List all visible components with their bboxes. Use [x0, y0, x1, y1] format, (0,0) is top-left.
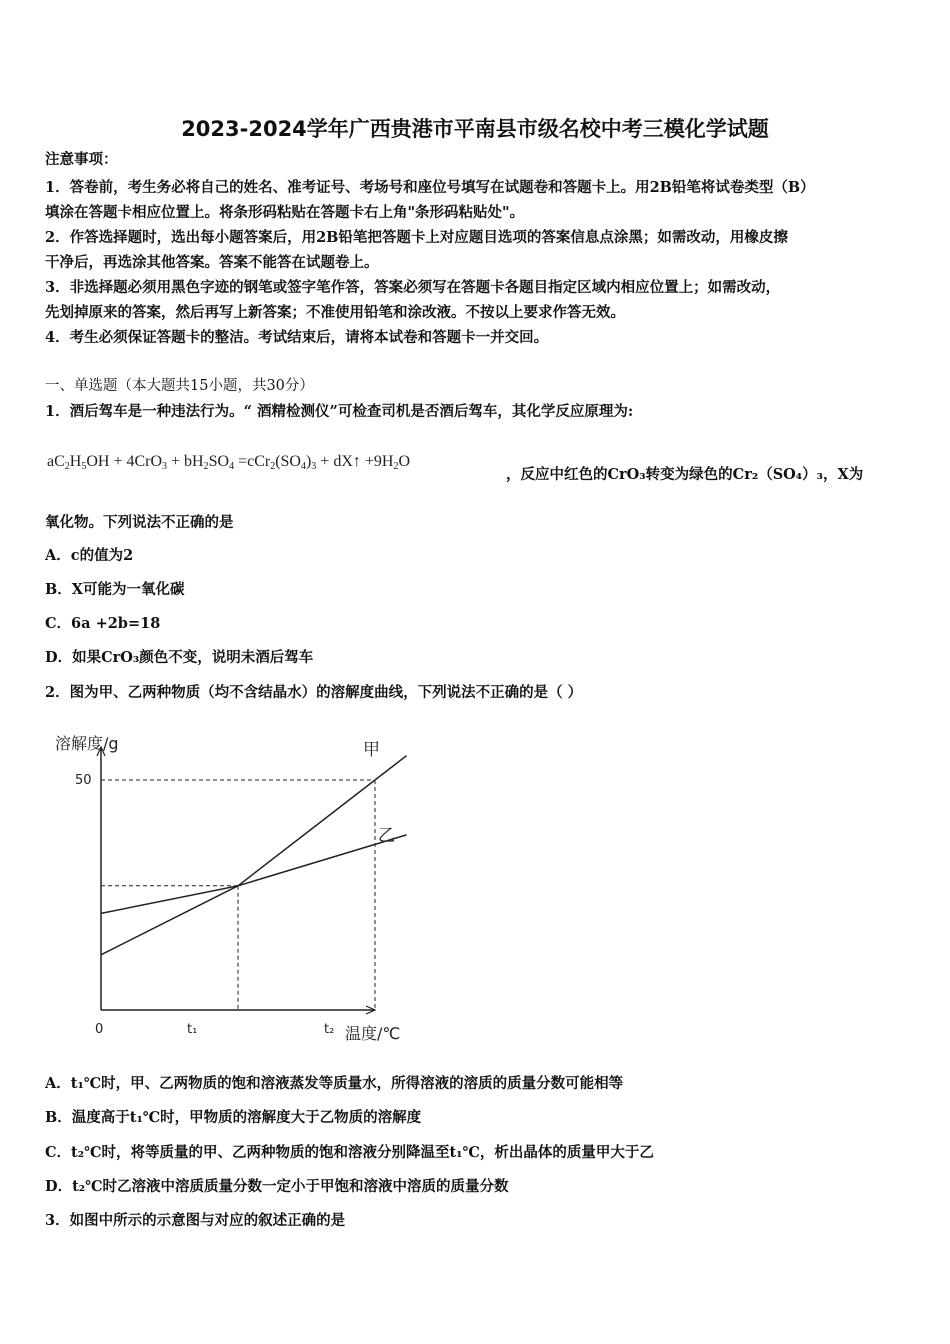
- q2-option-a: A．t₁℃时，甲、乙两物质的饱和溶液蒸发等质量水，所得溶液的溶质的质量分数可能相等: [45, 1075, 624, 1092]
- notice-line: 填涂在答题卡相应位置上。将条形码粘贴在答题卡右上角"条形码粘贴处"。: [45, 204, 525, 221]
- option-a: A．c的值为2: [45, 547, 134, 564]
- series-jia-line: [101, 756, 407, 955]
- question-1-stem: 1．酒后驾车是一种违法行为。“ 酒精检测仪”可检查司机是否酒后驾车，其化学反应原理为:: [45, 403, 634, 420]
- notice-line: 1．答卷前，考生务必将自己的姓名、准考证号、考场号和座位号填写在试题卷和答题卡上。用2B铅笔将试卷类型（B）: [45, 179, 815, 196]
- option-c: C．6a +2b=18: [45, 615, 161, 632]
- question-1-stem-2: 氧化物。下列说法不正确的是: [45, 514, 234, 531]
- q2-option-c: C．t₂℃时，将等质量的甲、乙两种物质的饱和溶液分别降温至t₁℃，析出晶体的质量甲大于乙: [45, 1144, 654, 1161]
- question-1-stem-continued: ，反应中红色的CrO₃转变为绿色的Cr₂（SO₄）₃，X为: [506, 466, 864, 483]
- notice-line: 先划掉原来的答案，然后再写上新答案；不准使用铅笔和涂改液。不按以上要求作答无效。: [45, 304, 625, 321]
- y-tick-label: 50: [75, 773, 92, 788]
- x-axis-label: 温度/℃: [345, 1024, 401, 1043]
- solubility-chart-svg: [45, 725, 425, 1055]
- chemical-equation: $aC_2H_5OH + 4CrO_3 + bH_2SO_4 =cCr_2(SO_4)_3$ + dX↑ $+9H_2O$: [47, 453, 411, 472]
- series-yi-label: 乙: [378, 826, 395, 846]
- notice-line: 3．非选择题必须用黑色字迹的钢笔或签字笔作答，答案必须写在答题卡各题目指定区域内相应位置上；如需改动，: [45, 279, 781, 296]
- notice-line: 2．作答选择题时，选出每小题答案后，用2B铅笔把答题卡上对应题目选项的答案信息点涂黑；如需改动，用橡皮擦: [45, 229, 788, 246]
- page-title: 2023-2024学年广西贵港市平南县市级名校中考三模化学试题: [181, 117, 769, 141]
- notice-line: 干净后，再选涂其他答案。答案不能答在试题卷上。: [45, 254, 379, 271]
- origin-label: 0: [95, 1022, 104, 1037]
- x-tick-label: t₂: [324, 1022, 335, 1037]
- option-d: D．如果CrO₃颜色不变，说明未酒后驾车: [45, 649, 314, 666]
- q2-option-d: D．t₂℃时乙溶液中溶质质量分数一定小于甲饱和溶液中溶质的质量分数: [45, 1178, 509, 1195]
- option-b: B．X可能为一氧化碳: [45, 581, 185, 598]
- notice-heading: 注意事项：: [45, 151, 118, 168]
- series-jia-label: 甲: [363, 740, 380, 760]
- q2-option-b: B．温度高于t₁℃时，甲物质的溶解度大于乙物质的溶解度: [45, 1109, 422, 1126]
- x-tick-label: t₁: [187, 1022, 198, 1037]
- solubility-chart: [45, 725, 425, 1055]
- section-heading: 一、单选题（本大题共15小题，共30分）: [45, 378, 314, 394]
- y-axis-label: 溶解度/g: [55, 734, 119, 753]
- question-3-stem: 3．如图中所示的示意图与对应的叙述正确的是: [45, 1212, 346, 1229]
- notice-line: 4．考生必须保证答题卡的整洁。考试结束后，请将本试卷和答题卡一并交回。: [45, 329, 549, 346]
- question-2-stem: 2．图为甲、乙两种物质（均不含结晶水）的溶解度曲线，下列说法不正确的是（ ）: [45, 684, 583, 701]
